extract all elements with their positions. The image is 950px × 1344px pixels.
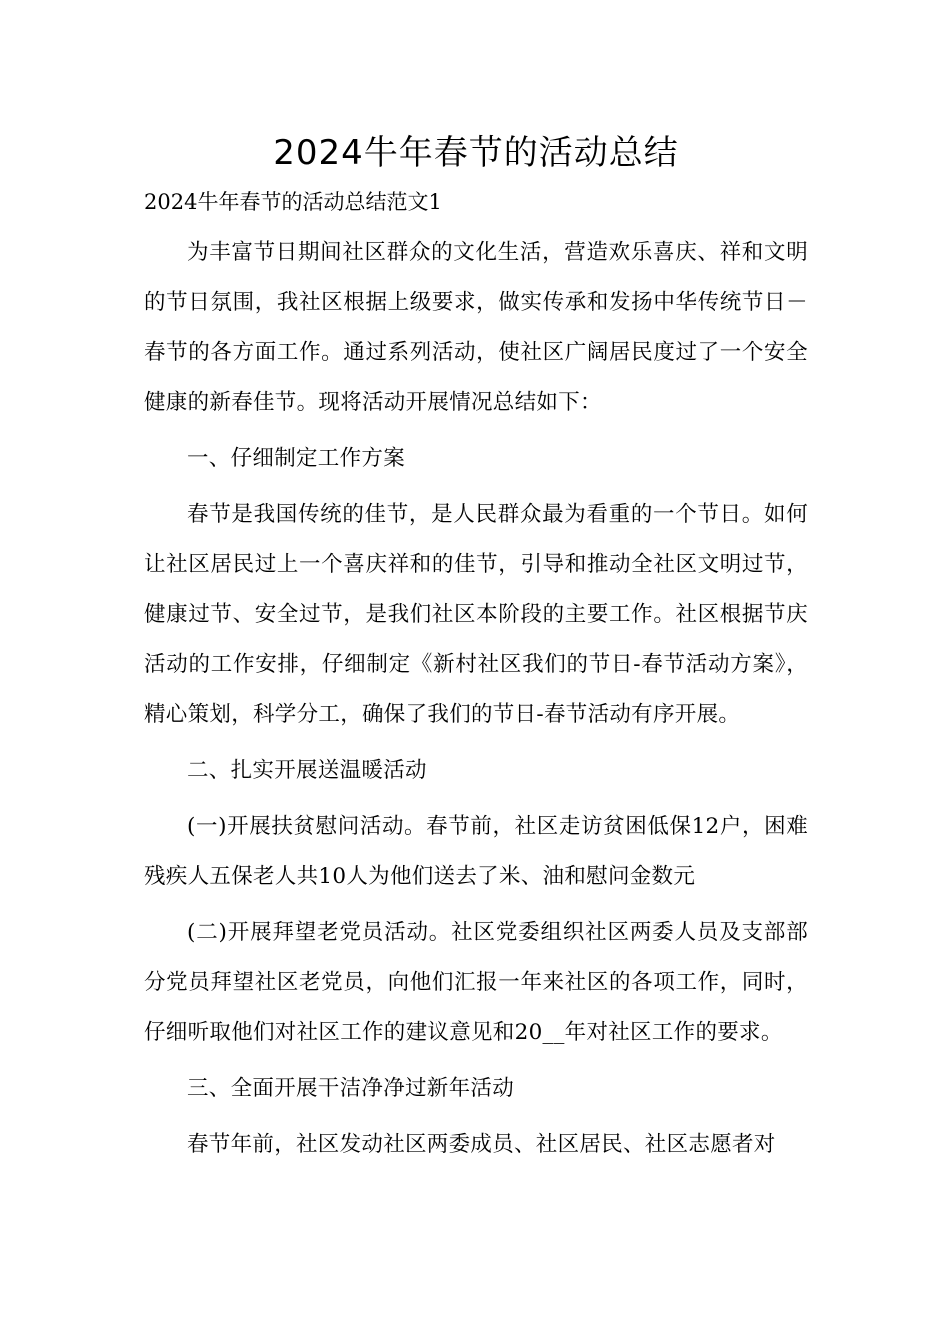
paragraph-intro: 为丰富节日期间社区群众的文化生活，营造欢乐喜庆、祥和文明的节日氛围，我社区根据上级要求，做实传承和发扬中华传统节日－春节的各方面工作。通过系列活动，使社区广阔居民度过了一个安全健康的新春佳节。现将活动开展情况总结如下： xyxy=(144,240,808,415)
paragraph-section-2-item-1: (一)开展扶贫慰问活动。春节前，社区走访贫困低保12户，困难残疾人五保老人共10人为他们送去了米、油和慰问金数元 xyxy=(144,814,808,889)
section-heading-3: 三、全面开展干洁净净过新年活动 xyxy=(187,1076,515,1101)
document-subtitle: 2024牛年春节的活动总结范文1 xyxy=(144,190,442,214)
paragraph-section-2-item-2: (二)开展拜望老党员活动。社区党委组织社区两委人员及支部部分党员拜望社区老党员，向他们汇报一年来社区的各项工作，同时，仔细听取他们对社区工作的建议意见和20__年对社区工作的要求。 xyxy=(144,920,808,1045)
section-heading-2: 二、扎实开展送温暖活动 xyxy=(187,758,427,783)
section-heading-1: 一、仔细制定工作方案 xyxy=(187,446,406,471)
paragraph-section-1: 春节是我国传统的佳节，是人民群众最为看重的一个节日。如何让社区居民过上一个喜庆祥和的佳节，引导和推动全社区文明过节，健康过节、安全过节，是我们社区本阶段的主要工作。社区根据节庆活动的工作安排，仔细制定《新村社区我们的节日-春节活动方案》，精心策划，科学分工，确保了我们的节日-春节活动有序开展。 xyxy=(144,502,808,727)
paragraph-section-3: 春节年前，社区发动社区两委成员、社区居民、社区志愿者对 xyxy=(187,1132,776,1157)
document-title: 2024牛年春节的活动总结 xyxy=(273,133,679,173)
